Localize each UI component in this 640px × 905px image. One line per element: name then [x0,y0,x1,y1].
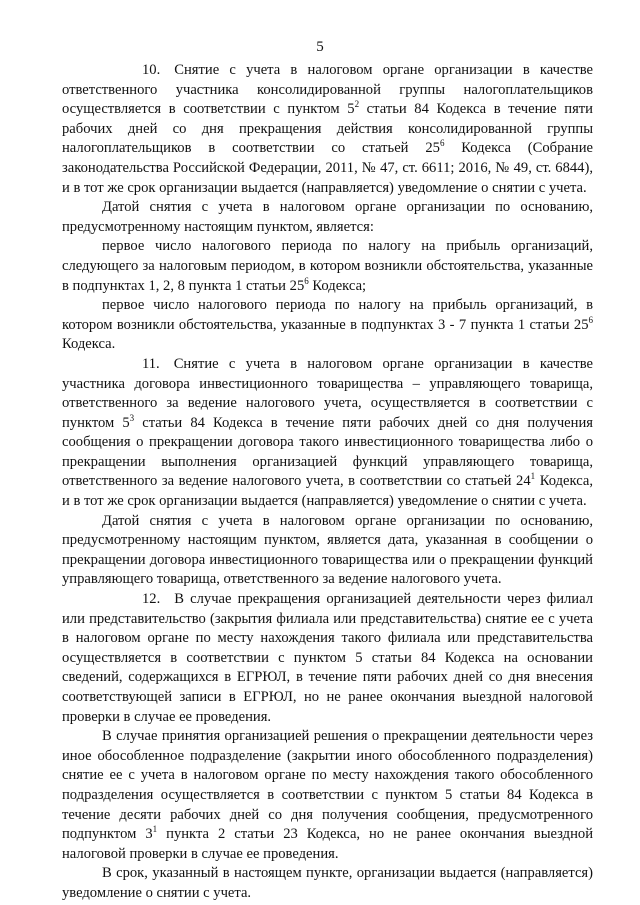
paragraph-text: Кодекса; [308,277,367,294]
paragraph-number: 11. [142,355,160,372]
paragraph-12 [62,590,593,727]
superscript: 6 [439,138,445,149]
paragraph-11-date: Датой снятия с учета в налоговом органе организации по основанию, предусмотренному настоящим пунктом, является дата, указанная в сообщении о прекращении договора инвестиционного товарищества или о прекращении функций управляющего товарища, ответственного за ведение налогового учета. [62,512,593,588]
superscript: 1 [152,824,158,835]
paragraph-text: статьи 84 Кодекса в течение пяти рабочих дней со дня прекращения действия консолидированной группы налогоплательщиков в соответствии со статьей 25 [62,101,593,157]
paragraph-11 [62,355,593,512]
paragraph-number: 10. [142,62,161,78]
paragraph-text: В случае принятия организацией решения о прекращении деятельности через иное обособленное подразделение (закрытии иного обособленного подразделения) снятие ее с учета в налоговом органе по месту нахождения такого обособленного подразделения осуществляется в соответствии с пунктом 5 статьи 84 Кодекса в течение десяти рабочих дней со дня получения сообщения, предусмотренного подпунктом 3 [62,728,593,843]
superscript: 6 [304,275,309,286]
paragraph-12-other-subdivision [62,727,593,864]
paragraph-text: Кодекса, и в тот же срок организации выдается (направляется) уведомление о снятии с учета. [62,473,593,510]
superscript: 1 [530,471,536,482]
paragraph-text: первое число налогового периода по налогу на прибыль организаций, следующего за налоговым периодом, в котором возникли обстоятельства, указанные в подпунктах 1, 2, 8 пункта 1 статьи 25 [62,238,593,294]
paragraph-text: первое число налогового периода по налогу на прибыль организаций, в котором возникли обстоятельства, указанные в подпунктах 3 - 7 пункта 1 статьи 25 [62,297,593,333]
superscript: 3 [129,412,135,423]
paragraph-text: Снятие с учета в налоговом органе организации в качестве участника договора инвестиционного товарищества – управляющего товарища, ответственного за ведение налогового учета, осуществляется в соответствии с пунктом 5 [62,355,593,431]
paragraph-text: Кодекса. [62,336,116,353]
paragraph-10-item-2 [62,296,593,355]
paragraph-12-notice: В срок, указанный в настоящем пункте, организации выдается (направляется) уведомление о снятии с учета. [62,865,593,901]
paragraph-text: Кодекса (Собрание законодательства Российской Федерации, 2011, № 47, ст. 6611; 2016, № 49, ст. 6844), и в тот же срок организации выдается (направляется) уведомление о снятии с учета. [62,140,593,196]
paragraph-text: статьи 84 Кодекса в течение пяти рабочих дней со дня получения сообщения о прекращении договора такого инвестиционного товарищества либо о прекращении выполнения организацией функций управляющего товарища, ответственного за ведение налогового учета, в соответствии со статьей 24 [62,414,593,490]
superscript: 2 [354,99,360,110]
paragraph-10-item-1 [62,237,593,296]
paragraph-text: Снятие с учета в налоговом органе организации в качестве ответственного участника консолидированной группы налогоплательщиков осуществляется в соответствии с пунктом 5 [62,62,593,118]
document-body [62,61,593,904]
paragraph-text: В случае прекращения организацией деятельности через филиал или представительство (закрытия филиала или представительства) снятие ее с учета в налоговом органе по месту нахождения такого филиала или представительства осуществляется в соответствии с пунктом 5 статьи 84 Кодекса на основании сведений, содержащихся в ЕГРЮЛ, в течение пяти рабочих дней со дня внесения соответствующей записи в ЕГРЮЛ, но не ранее окончания выездной налоговой проверки в случае ее проведения. [62,591,593,725]
superscript: 6 [588,314,593,325]
paragraph-10 [62,61,593,198]
paragraph-10-date: Датой снятия с учета в налоговом органе организации по основанию, предусмотренному настоящим пунктом, является: [62,199,593,235]
page-number: 5 [316,39,324,55]
paragraph-number: 12. [142,591,161,608]
paragraph-text: пункта 2 статьи 23 Кодекса, но не ранее окончания выездной налоговой проверки в случае ее проведения. [62,826,594,862]
